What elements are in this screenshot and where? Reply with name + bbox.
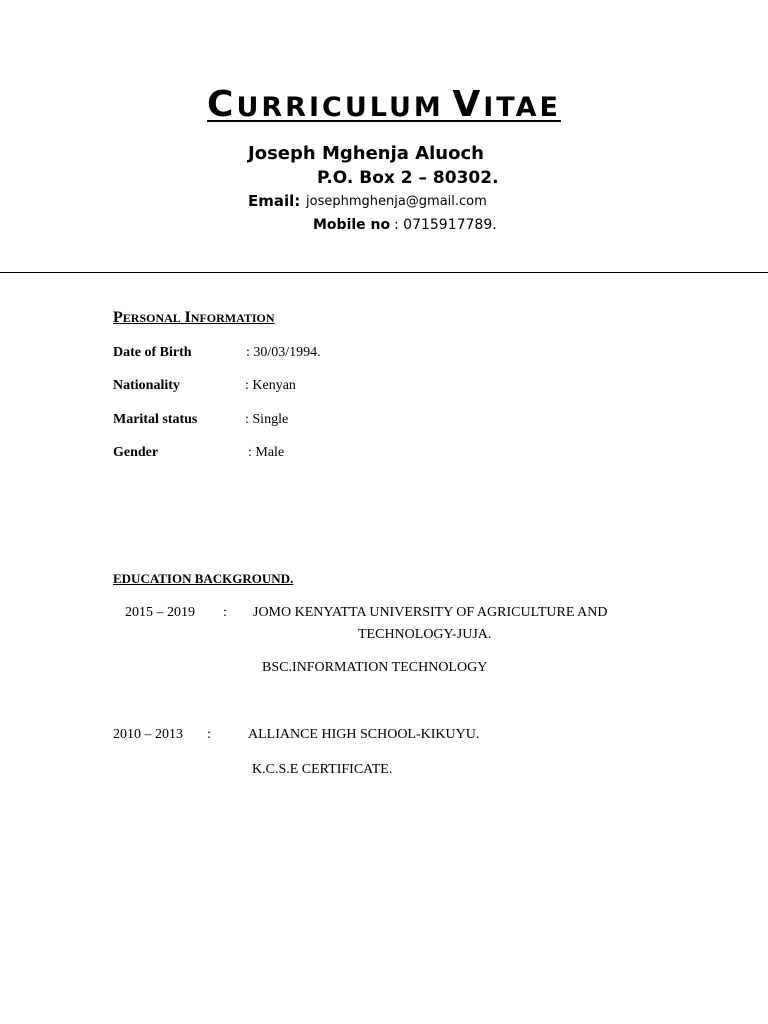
cv-title (0, 84, 768, 132)
dob-label: Date of Birth (113, 345, 192, 360)
edu-school: JOMO KENYATTA UNIVERSITY OF AGRICULTURE AND (253, 605, 608, 620)
marital-status-value: : Single (245, 412, 289, 427)
education-heading: EDUCATION BACKGROUND. (113, 571, 294, 586)
edu-qualification: K.C.S.E CERTIFICATE. (252, 762, 393, 777)
nationality-value: : Kenyan (245, 378, 296, 393)
gender-value: : Male (248, 445, 285, 460)
dob-value: : 30/03/1994. (246, 345, 321, 360)
candidate-name: Joseph Mghenja Aluoch (248, 143, 484, 164)
title-cap-c: C (207, 84, 237, 125)
marital-status-label: Marital status (113, 412, 198, 427)
edu-qualification: BSC.INFORMATION TECHNOLOGY (262, 660, 488, 675)
edu-years: 2015 – 2019 (125, 605, 195, 620)
po-box: P.O. Box 2 – 80302. (317, 168, 499, 188)
edu-school-cont: TECHNOLOGY-JUJA. (358, 627, 492, 642)
edu-school: ALLIANCE HIGH SCHOOL-KIKUYU. (248, 727, 480, 742)
title-cap-v: V (452, 84, 484, 125)
email-value: josephmghenja@gmail.com (306, 194, 487, 209)
gender-label: Gender (113, 445, 159, 460)
cv-title-text (207, 84, 561, 125)
title-rest-1: URRICULUM (236, 92, 444, 123)
mobile-value: : 0715917789. (394, 217, 497, 233)
edu-separator: : (207, 727, 211, 742)
edu-years: 2010 – 2013 (113, 727, 183, 742)
edu-separator: : (223, 605, 227, 620)
mobile-label: Mobile no (313, 217, 391, 233)
personal-info-heading: PERSONAL INFORMATION (113, 309, 275, 326)
nationality-label: Nationality (113, 378, 180, 393)
header-divider (0, 272, 768, 273)
email-label: Email: (248, 192, 301, 210)
title-rest-2: ITAE (483, 92, 561, 123)
